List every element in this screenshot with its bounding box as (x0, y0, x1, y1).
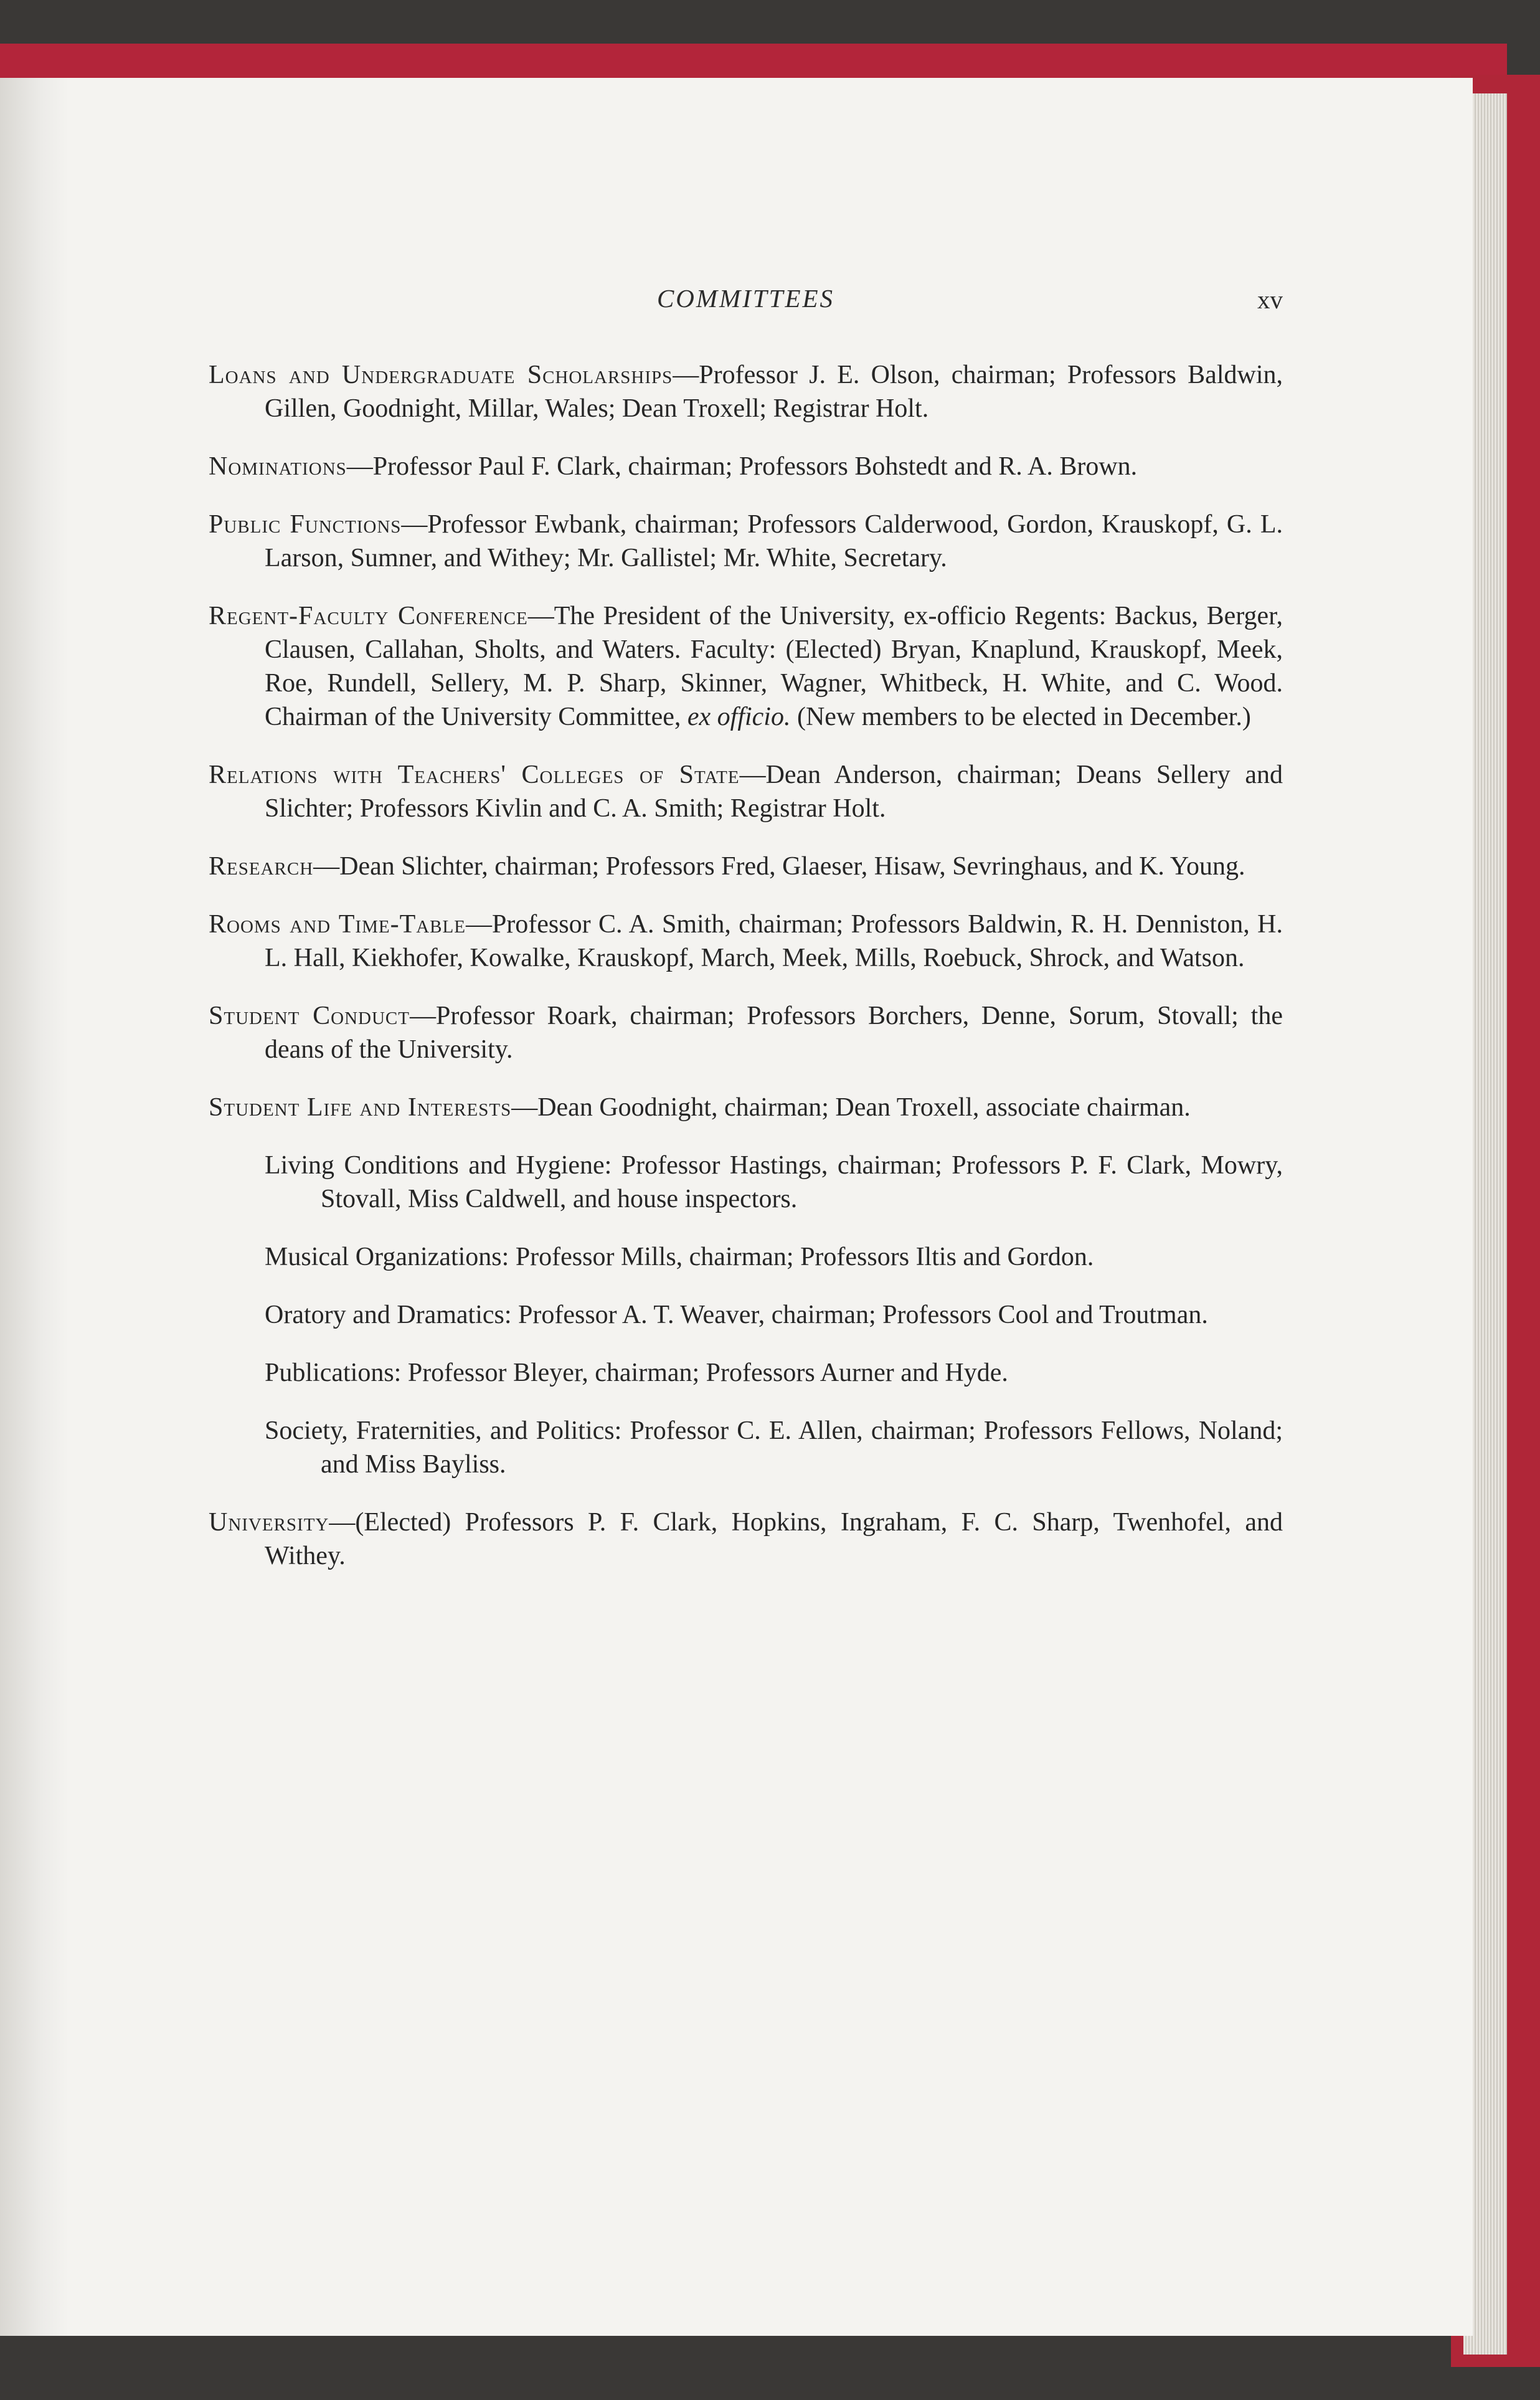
committee-entry-student-conduct (209, 999, 1283, 1066)
page-number: xv (1257, 285, 1283, 314)
entry-text: —Dean Slichter, chairman; Professors Fred, Glaeser, Hisaw, Sevringhaus, and K. Young. (313, 852, 1245, 881)
subcommittee-oratory: Oratory and Dramatics: Professor A. T. Weaver, chairman; Professors Cool and Troutman. (265, 1301, 1208, 1329)
entry-italic-text: ex officio. (687, 703, 791, 731)
entry-text: —(Elected) Professors P. F. Clark, Hopkins, Ingraham, F. C. Sharp, Twenhofel, and Withey. (265, 1508, 1283, 1570)
committee-entry-university (209, 1506, 1283, 1573)
entry-text: —The President of the University, ex-officio Regents: Backus, Berger, Clausen, Callahan, Sholts, and Waters. Faculty: (Elected) Bryan, Knaplund, Krauskopf, Meek, Roe, Rundell, Sellery, M. P. Sharp, Skinner, Wagner, Whitbeck, H. White, and C. Wood. Chairman of the University Committee, (265, 602, 1283, 731)
entry-heading: Loans and Undergraduate Scholarships (209, 361, 673, 389)
entry-text: —Professor Paul F. Clark, chairman; Professors Bohstedt and R. A. Brown. (346, 452, 1138, 481)
entry-text: —Dean Anderson, chairman; Deans Sellery and Slichter; Professors Kivlin and C. A. Smith; Registrar Holt. (265, 761, 1283, 823)
entry-heading: Regent-Faculty Conference (209, 602, 528, 630)
committee-entry-research (209, 850, 1283, 883)
entry-heading: Public Functions (209, 510, 402, 539)
entry-heading: Relations with Teachers' Colleges of State (209, 761, 740, 789)
entry-text: —Professor Roark, chairman; Professors Borchers, Denne, Sorum, Stovall; the deans of the University. (265, 1002, 1283, 1064)
subcommittee-living-conditions: Living Conditions and Hygiene: Professor Hastings, chairman; Professors P. F. Clark, Mowry, Stovall, Miss Caldwell, and house inspectors. (265, 1151, 1283, 1213)
committee-list (209, 358, 1283, 1597)
running-title: COMMITTEES (656, 284, 835, 313)
committee-entry-regent-faculty (209, 599, 1283, 734)
entry-heading: Rooms and Time-Table (209, 910, 466, 939)
committee-entry-nominations (209, 450, 1283, 483)
committee-entry-rooms (209, 908, 1283, 975)
entry-text: —Professor C. A. Smith, chairman; Professors Baldwin, R. H. Denniston, H. L. Hall, Kiekhofer, Kowalke, Krauskopf, March, Meek, Mills, Roebuck, Shrock, and Watson. (265, 910, 1283, 972)
subcommittee-society: Society, Fraternities, and Politics: Professor C. E. Allen, chairman; Professors Fellows, Noland; and Miss Bayliss. (265, 1416, 1283, 1479)
page-gutter (0, 78, 68, 2336)
entry-heading: Student Conduct (209, 1002, 410, 1030)
committee-entry-public-functions (209, 508, 1283, 575)
committee-entry-student-life (209, 1091, 1283, 1124)
entry-heading: University (209, 1508, 329, 1537)
committee-entry-relations (209, 758, 1283, 825)
entry-text: —Professor J. E. Olson, chairman; Professors Baldwin, Gillen, Goodnight, Millar, Wales; Dean Troxell; Registrar Holt. (265, 361, 1283, 423)
subcommittee-publications: Publications: Professor Bleyer, chairman; Professors Aurner and Hyde. (265, 1359, 1008, 1387)
entry-heading: Student Life and Interests (209, 1093, 512, 1122)
subcommittee-musical: Musical Organizations: Professor Mills, chairman; Professors Iltis and Gordon. (265, 1243, 1094, 1271)
committee-entry-loans (209, 358, 1283, 425)
entry-text-after: (New members to be elected in December.) (790, 703, 1251, 731)
entry-heading: Research (209, 852, 314, 881)
entry-text: —Dean Goodnight, chairman; Dean Troxell, associate chairman. (511, 1093, 1191, 1122)
entry-text: —Professor Ewbank, chairman; Professors Calderwood, Gordon, Krauskopf, G. L. Larson, Sumner, and Withey; Mr. Gallistel; Mr. White, Secretary. (265, 510, 1283, 572)
entry-heading: Nominations (209, 452, 347, 481)
running-header (209, 283, 1283, 327)
